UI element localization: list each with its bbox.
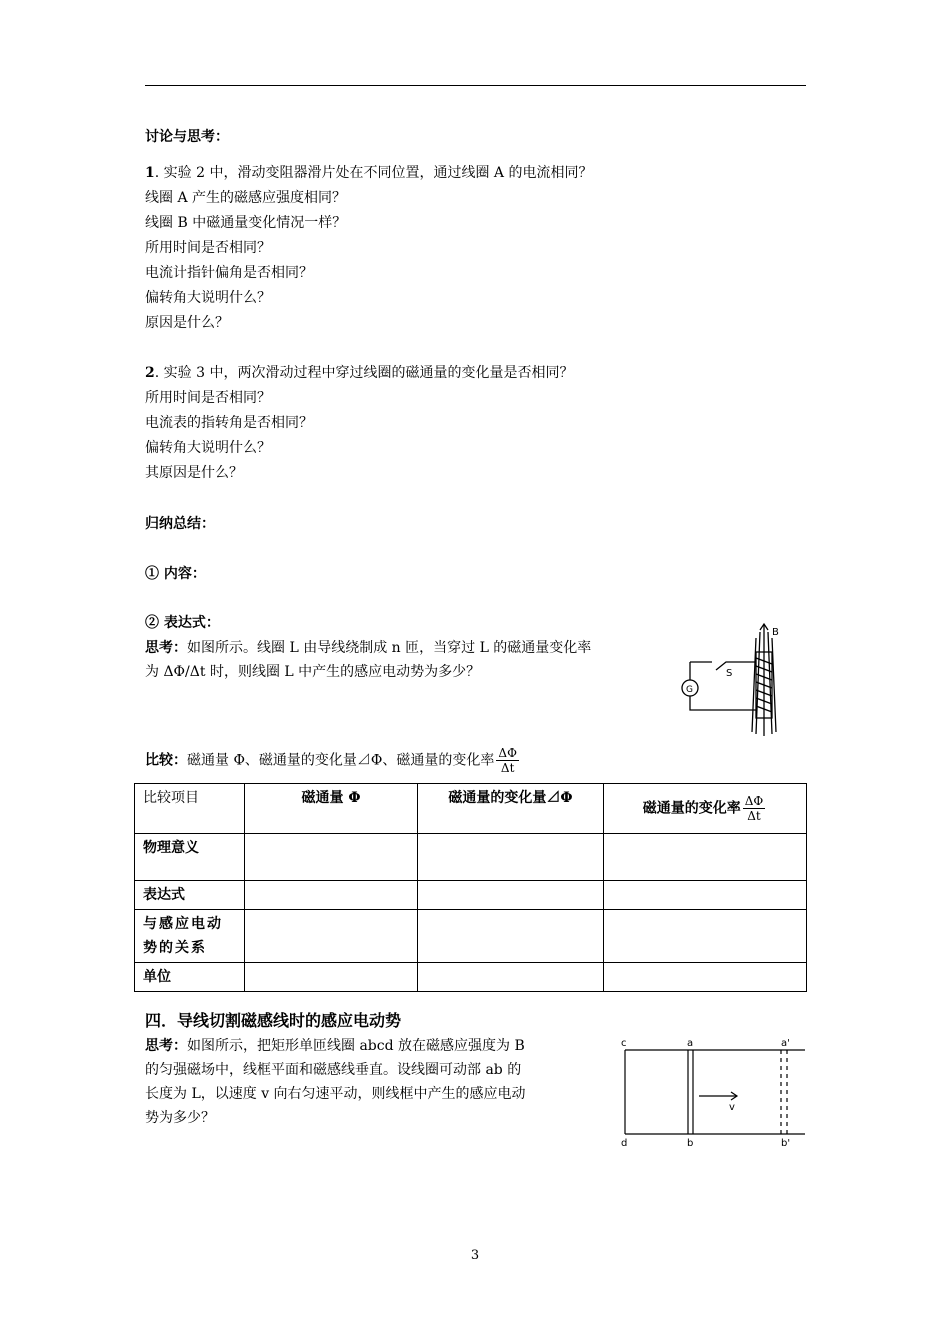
think2-line-3: 长度为 L，以速度 v 向右匀速平动，则线框中产生的感应电动 bbox=[145, 1086, 526, 1102]
table-cell bbox=[604, 881, 807, 910]
table-row bbox=[135, 910, 807, 963]
q1-line-6: 偏转角大说明什么？ bbox=[145, 290, 271, 306]
q2-line-1: 2. 实验 3 中，两次滑动过程中穿过线圈的磁通量的变化量是否相同？ bbox=[145, 365, 574, 381]
compare-label: 比较： bbox=[145, 752, 187, 769]
label-a: a bbox=[687, 1038, 694, 1049]
sliding-rod-figure bbox=[615, 1036, 810, 1148]
think1-line-1: 思考：如图所示。线圈 L 由导线绕制成 n 匝，当穿过 L 的磁通量变化率 bbox=[145, 640, 592, 656]
q2-line-5: 其原因是什么？ bbox=[145, 465, 243, 481]
header-rule bbox=[145, 85, 806, 86]
table-header-row bbox=[135, 784, 807, 834]
label-s: S bbox=[726, 668, 733, 679]
table-cell bbox=[418, 881, 604, 910]
q1-line-7: 原因是什么？ bbox=[145, 315, 229, 331]
table-row bbox=[135, 963, 807, 992]
table-cell bbox=[245, 963, 418, 992]
table-cell bbox=[418, 963, 604, 992]
header-cell: 比较项目 bbox=[135, 784, 245, 834]
compare-line bbox=[145, 746, 521, 775]
q2-number: 2 bbox=[145, 365, 155, 381]
header-cell: 磁通量的变化量⊿Φ bbox=[418, 784, 604, 834]
q1-line-4: 所用时间是否相同？ bbox=[145, 240, 271, 256]
label-b: b bbox=[687, 1138, 694, 1148]
row-label: 与感应电动势的关系 bbox=[135, 910, 245, 963]
expression-label: ② 表达式： bbox=[145, 615, 220, 631]
label-v: v bbox=[729, 1102, 735, 1113]
page-number: 3 bbox=[470, 1248, 480, 1263]
table-cell bbox=[245, 910, 418, 963]
row-label: 单位 bbox=[135, 963, 245, 992]
q1-line-1: 1. 实验 2 中，滑动变阻器滑片处在不同位置，通过线圈 A 的电流相同？ bbox=[145, 165, 593, 181]
header-cell-rate: 磁通量的变化率 $\frac{\Delta\Phi}{\Delta t}$ bbox=[604, 784, 807, 834]
q1-line-3: 线圈 B 中磁通量变化情况一样？ bbox=[145, 215, 347, 231]
label-b: B bbox=[772, 627, 779, 638]
label-b-prime: b' bbox=[781, 1138, 791, 1148]
compare-text: 磁通量 Φ、磁通量的变化量⊿Φ、磁通量的变化率 bbox=[187, 752, 495, 769]
coil-circuit-figure bbox=[676, 622, 796, 740]
discussion-title: 讨论与思考： bbox=[145, 129, 229, 145]
think1-label: 思考： bbox=[145, 640, 187, 656]
table-cell bbox=[604, 910, 807, 963]
think2-line-4: 势为多少？ bbox=[145, 1110, 215, 1126]
q2-line-4: 偏转角大说明什么？ bbox=[145, 440, 271, 456]
table-cell bbox=[245, 834, 418, 881]
q1-number: 1 bbox=[145, 165, 155, 181]
comparison-table bbox=[134, 783, 807, 992]
think2-paragraph bbox=[145, 1034, 595, 1130]
label-g: G bbox=[686, 685, 693, 695]
table-cell bbox=[604, 834, 807, 881]
table-cell bbox=[418, 834, 604, 881]
table-cell bbox=[418, 910, 604, 963]
wire-bottom bbox=[690, 696, 756, 710]
q1-line-2: 线圈 A 产生的磁感应强度相同？ bbox=[145, 190, 347, 206]
content-label: ① 内容： bbox=[145, 566, 206, 582]
header-cell: 磁通量 Φ bbox=[245, 784, 418, 834]
section-4-heading: 四．导线切割磁感线时的感应电动势 bbox=[145, 1011, 402, 1030]
table-row bbox=[135, 834, 807, 881]
row-label: 物理意义 bbox=[135, 834, 245, 881]
summary-title: 归纳总结： bbox=[145, 516, 215, 532]
think1-line-2: 为 ΔΦ/Δt 时，则线圈 L 中产生的感应电动势为多少？ bbox=[145, 664, 481, 680]
think2-line-2: 的匀强磁场中，线框平面和磁感线垂直。设线圈可动部 ab 的 bbox=[145, 1062, 522, 1078]
wire-top bbox=[716, 662, 756, 670]
think2-line-1: 思考：如图所示，把矩形单匝线圈 abcd 放在磁感应强度为 B bbox=[145, 1038, 525, 1054]
label-c: c bbox=[621, 1038, 627, 1049]
table-row bbox=[135, 881, 807, 910]
think2-label: 思考： bbox=[145, 1038, 187, 1054]
table-cell bbox=[245, 881, 418, 910]
row-label: 表达式 bbox=[135, 881, 245, 910]
rate-fraction: $\frac{\Delta\Phi}{\Delta t}$ bbox=[498, 746, 517, 775]
q2-line-2: 所用时间是否相同？ bbox=[145, 390, 271, 406]
q1-line-5: 电流计指针偏角是否相同？ bbox=[145, 265, 313, 281]
label-a-prime: a' bbox=[781, 1038, 790, 1049]
q2-line-3: 电流表的指转角是否相同？ bbox=[145, 415, 313, 431]
table-cell bbox=[604, 963, 807, 992]
label-d: d bbox=[621, 1138, 628, 1148]
